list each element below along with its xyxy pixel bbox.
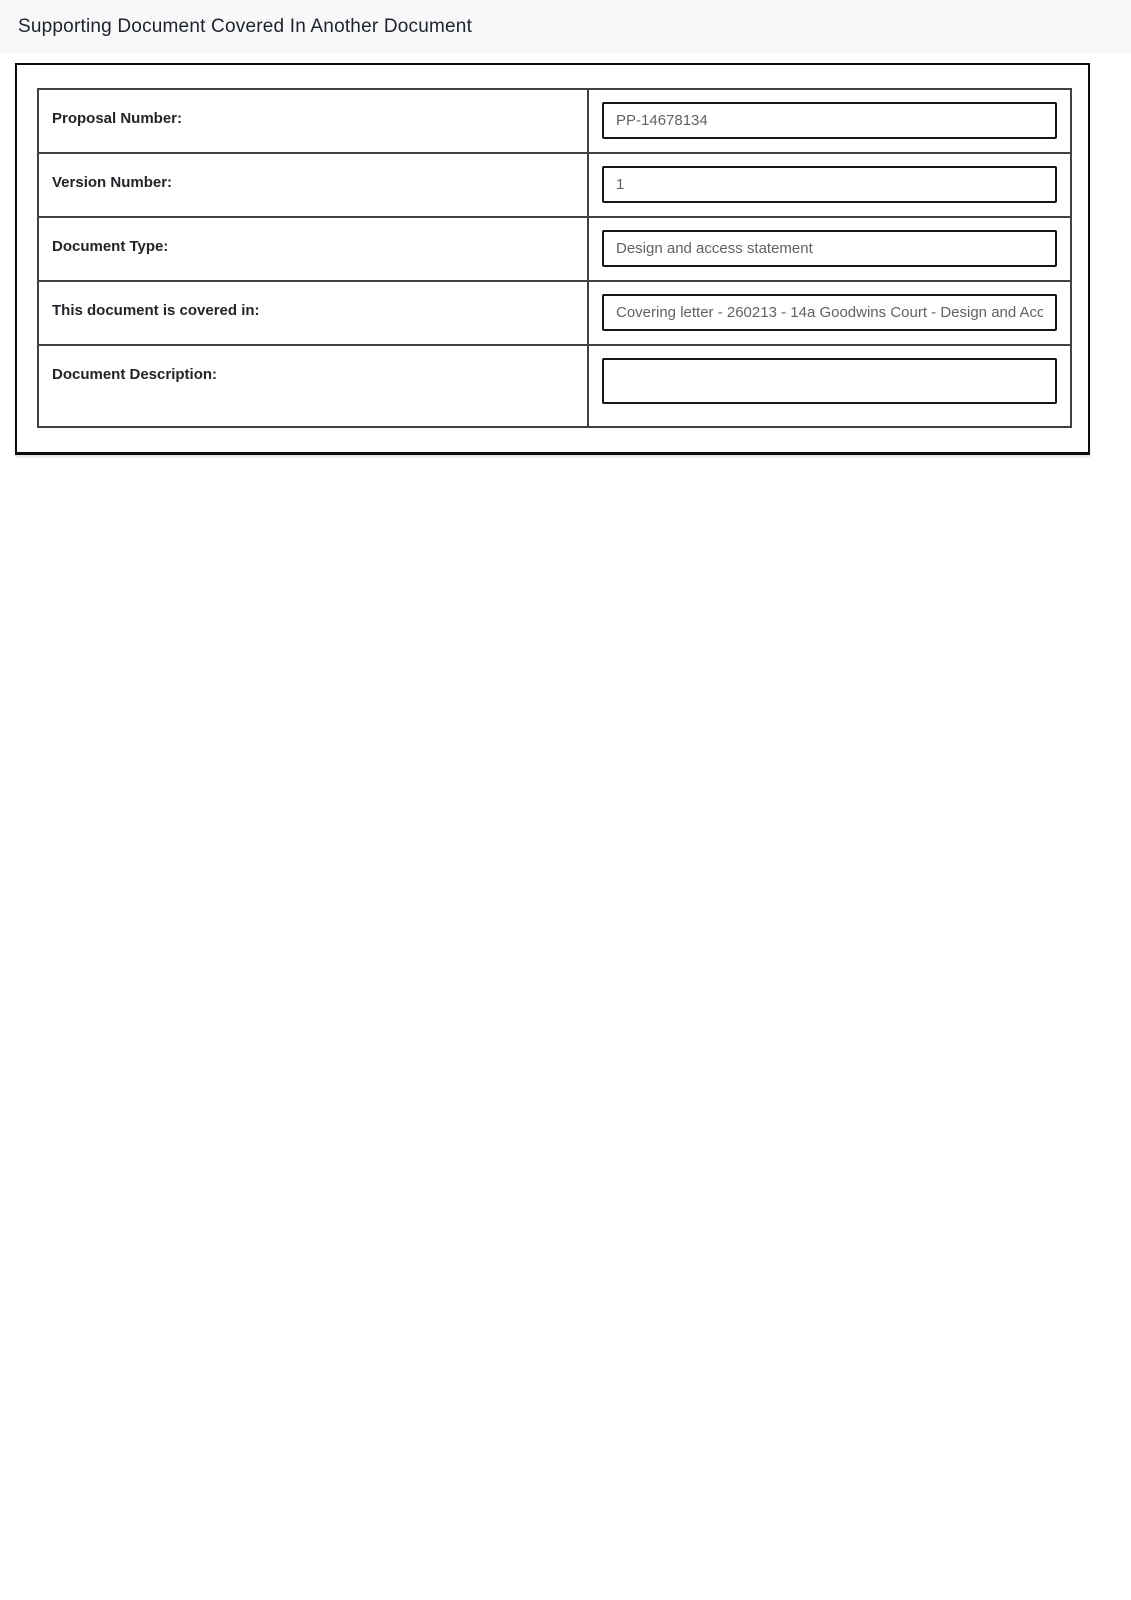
form-row-document-description	[38, 345, 1071, 427]
document-description-label: Document Description:	[52, 366, 218, 383]
document-description-input[interactable]	[602, 358, 1057, 404]
proposal-number-label: Proposal Number:	[52, 110, 183, 127]
form-row-version-number	[38, 153, 1071, 217]
form-row-covered-in	[38, 281, 1071, 345]
version-number-value-cell	[588, 153, 1071, 217]
page-header	[0, 0, 1131, 53]
document-description-value-cell	[588, 345, 1071, 427]
proposal-number-input[interactable]	[602, 102, 1057, 139]
covered-in-value-cell	[588, 281, 1071, 345]
form-container	[15, 63, 1090, 455]
proposal-number-value-cell	[588, 89, 1071, 153]
document-type-label: Document Type:	[52, 238, 169, 255]
proposal-number-label-cell	[38, 89, 588, 153]
document-type-label-cell	[38, 217, 588, 281]
covered-in-label: This document is covered in:	[52, 302, 260, 319]
document-type-input[interactable]	[602, 230, 1057, 267]
document-description-label-cell	[38, 345, 588, 427]
version-number-label: Version Number:	[52, 174, 173, 191]
form-row-proposal-number	[38, 89, 1071, 153]
document-type-value-cell	[588, 217, 1071, 281]
version-number-label-cell	[38, 153, 588, 217]
covered-in-label-cell	[38, 281, 588, 345]
form-row-document-type	[38, 217, 1071, 281]
supporting-document-form-table	[37, 88, 1072, 428]
covered-in-input[interactable]	[602, 294, 1057, 331]
version-number-input[interactable]	[602, 166, 1057, 203]
page-title: Supporting Document Covered In Another Document	[18, 15, 473, 37]
